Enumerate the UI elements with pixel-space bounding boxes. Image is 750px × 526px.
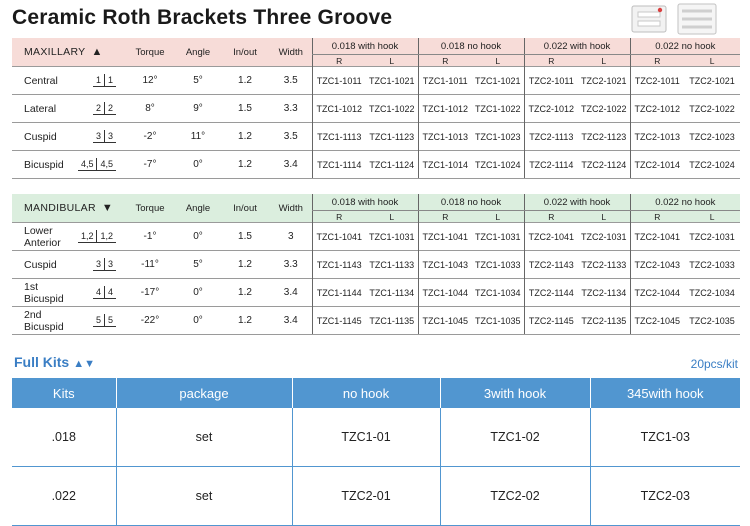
product-code: TZC1-1043 xyxy=(418,251,472,279)
tooth-name xyxy=(12,95,124,123)
product-code: TZC2-1041 xyxy=(524,223,578,251)
product-code: TZC2-1135 xyxy=(578,307,630,335)
tooth-label xyxy=(24,281,64,305)
table-row xyxy=(12,67,740,95)
hook-header: 0.018 no hook xyxy=(418,38,524,55)
kit-size: .018 xyxy=(12,408,116,467)
angle-value: 0° xyxy=(176,151,220,179)
product-code: TZC2-1031 xyxy=(684,223,740,251)
col-l: L xyxy=(578,211,630,223)
inout-value: 1.2 xyxy=(220,279,270,307)
angle-value: 0° xyxy=(176,223,220,251)
col-width: Width xyxy=(270,194,312,223)
product-code: TZC1-1031 xyxy=(366,223,418,251)
col-l: L xyxy=(578,55,630,67)
product-code: TZC1-1041 xyxy=(418,223,472,251)
product-code: TZC1-1034 xyxy=(472,279,524,307)
col-r: R xyxy=(312,55,366,67)
kit-package: set xyxy=(116,408,292,467)
product-code: TZC1-1044 xyxy=(418,279,472,307)
kit-size: .022 xyxy=(12,467,116,526)
tooth-notation xyxy=(93,74,116,87)
tooth-label xyxy=(24,309,64,333)
torque-value: -7° xyxy=(124,151,176,179)
tooth-notation xyxy=(93,286,116,299)
tooth-name xyxy=(12,251,124,279)
col-r: R xyxy=(312,211,366,223)
no-hook-header: no hook xyxy=(292,378,440,408)
product-code: TZC2-1133 xyxy=(578,251,630,279)
inout-value: 1.2 xyxy=(220,67,270,95)
col-width: Width xyxy=(270,38,312,67)
product-code: TZC2-1011 xyxy=(524,67,578,95)
mandibular-table xyxy=(12,194,740,335)
col-angle: Angle xyxy=(176,194,220,223)
product-code: TZC1-1011 xyxy=(312,67,366,95)
col-torque: Torque xyxy=(124,38,176,67)
product-code: TZC2-1143 xyxy=(524,251,578,279)
full-kits-table xyxy=(12,378,740,526)
product-code: TZC2-1031 xyxy=(578,223,630,251)
tooth-label-line1: Cuspid xyxy=(24,258,57,271)
tooth-label-line1: 1st xyxy=(24,280,39,293)
tooth-notation-left: 3 xyxy=(93,130,105,143)
product-code: TZC1-1012 xyxy=(418,95,472,123)
product-code: TZC2-1022 xyxy=(684,95,740,123)
kit-code: TZC1-01 xyxy=(292,408,440,467)
product-code: TZC1-1011 xyxy=(418,67,472,95)
page-title: Ceramic Roth Brackets Three Groove xyxy=(12,6,393,29)
product-code: TZC2-1144 xyxy=(524,279,578,307)
345with-hook-header: 345with hook xyxy=(590,378,740,408)
angle-value: 9° xyxy=(176,95,220,123)
tooth-notation-right: 4 xyxy=(105,286,116,299)
product-code: TZC1-1041 xyxy=(312,223,366,251)
torque-value: -22° xyxy=(124,307,176,335)
hook-header: 0.018 no hook xyxy=(418,194,524,211)
kit-code: TZC2-03 xyxy=(590,467,740,526)
col-r: R xyxy=(418,55,472,67)
tooth-label xyxy=(24,159,64,171)
width-value: 3.4 xyxy=(270,151,312,179)
kit-code: TZC2-02 xyxy=(440,467,590,526)
product-code: TZC1-1023 xyxy=(472,123,524,151)
product-code: TZC1-1144 xyxy=(312,279,366,307)
inout-value: 1.5 xyxy=(220,95,270,123)
tooth-notation-left: 1,2 xyxy=(78,230,98,243)
product-code: TZC2-1033 xyxy=(684,251,740,279)
product-code: TZC1-1021 xyxy=(472,67,524,95)
product-code: TZC1-1021 xyxy=(366,67,418,95)
tooth-name xyxy=(12,123,124,151)
product-code: TZC2-1021 xyxy=(578,67,630,95)
tooth-notation-right: 5 xyxy=(105,314,116,327)
torque-value: -17° xyxy=(124,279,176,307)
product-code: TZC1-1135 xyxy=(366,307,418,335)
col-r: R xyxy=(524,211,578,223)
table-row xyxy=(12,123,740,151)
product-code: TZC2-1013 xyxy=(630,123,684,151)
product-code: TZC2-1114 xyxy=(524,151,578,179)
width-value: 3.3 xyxy=(270,251,312,279)
product-code: TZC2-1124 xyxy=(578,151,630,179)
product-code: TZC1-1022 xyxy=(366,95,418,123)
tooth-label-line2: Anterior xyxy=(24,236,61,249)
tooth-label xyxy=(24,131,57,143)
bracket-illustration xyxy=(624,2,724,38)
package-header: package xyxy=(116,378,292,408)
inout-value: 1.5 xyxy=(220,223,270,251)
col-r: R xyxy=(630,211,684,223)
maxillary-table xyxy=(12,38,740,179)
col-r: R xyxy=(524,55,578,67)
tooth-name xyxy=(12,307,124,335)
mandibular-group-label: MANDIBULAR ▼ xyxy=(12,194,124,223)
product-code: TZC1-1145 xyxy=(312,307,366,335)
hook-header: 0.018 with hook xyxy=(312,38,418,55)
tooth-notation-left: 3 xyxy=(93,258,105,271)
tooth-notation xyxy=(78,158,116,171)
tooth-notation-left: 2 xyxy=(93,102,105,115)
pcs-per-kit: 20pcs/kit xyxy=(690,357,738,371)
product-code: TZC1-1114 xyxy=(312,151,366,179)
tooth-label-text: Lateral xyxy=(24,102,57,115)
angle-value: 5° xyxy=(176,251,220,279)
inout-value: 1.2 xyxy=(220,251,270,279)
tooth-name xyxy=(12,67,124,95)
product-code: TZC2-1043 xyxy=(630,251,684,279)
angle-value: 11° xyxy=(176,123,220,151)
width-value: 3.5 xyxy=(270,123,312,151)
tooth-notation xyxy=(93,130,116,143)
table-row xyxy=(12,467,740,526)
tooth-notation-right: 3 xyxy=(105,258,116,271)
table-row xyxy=(12,279,740,307)
kit-code: TZC1-02 xyxy=(440,408,590,467)
torque-value: -11° xyxy=(124,251,176,279)
tooth-notation-left: 4 xyxy=(93,286,105,299)
hook-header: 0.022 with hook xyxy=(524,38,630,55)
torque-value: -1° xyxy=(124,223,176,251)
product-code: TZC2-1023 xyxy=(684,123,740,151)
maxillary-group-label: MAXILLARY ▲ xyxy=(12,38,124,67)
col-l: L xyxy=(366,211,418,223)
3with-hook-header: 3with hook xyxy=(440,378,590,408)
angle-value: 0° xyxy=(176,279,220,307)
width-value: 3.3 xyxy=(270,95,312,123)
product-code: TZC2-1134 xyxy=(578,279,630,307)
width-value: 3.5 xyxy=(270,67,312,95)
product-code: TZC1-1014 xyxy=(418,151,472,179)
product-code: TZC2-1021 xyxy=(684,67,740,95)
tooth-notation xyxy=(93,258,116,271)
table-row xyxy=(12,307,740,335)
product-code: TZC2-1113 xyxy=(524,123,578,151)
col-l: L xyxy=(684,211,740,223)
table-row xyxy=(12,223,740,251)
product-code: TZC2-1035 xyxy=(684,307,740,335)
product-code: TZC1-1123 xyxy=(366,123,418,151)
product-code: TZC2-1012 xyxy=(524,95,578,123)
triangle-up-icon: ▲ xyxy=(91,46,103,58)
product-code: TZC2-1041 xyxy=(630,223,684,251)
tooth-notation-right: 1 xyxy=(105,74,116,87)
kit-code: TZC2-01 xyxy=(292,467,440,526)
tooth-notation-left: 1 xyxy=(93,74,105,87)
hook-header: 0.022 no hook xyxy=(630,38,740,55)
triangle-down-icon: ▼ xyxy=(101,202,114,214)
inout-value: 1.2 xyxy=(220,123,270,151)
tooth-label-line2: Bicuspid xyxy=(24,320,64,333)
product-code: TZC2-1012 xyxy=(630,95,684,123)
table-row xyxy=(12,251,740,279)
table-row xyxy=(12,408,740,467)
angle-value: 5° xyxy=(176,67,220,95)
tooth-name xyxy=(12,151,124,179)
product-code: TZC1-1134 xyxy=(366,279,418,307)
product-code: TZC2-1044 xyxy=(630,279,684,307)
product-code: TZC1-1013 xyxy=(418,123,472,151)
table-row xyxy=(12,151,740,179)
product-code: TZC1-1045 xyxy=(418,307,472,335)
col-r: R xyxy=(630,55,684,67)
product-code: TZC2-1045 xyxy=(630,307,684,335)
product-code: TZC1-1022 xyxy=(472,95,524,123)
col-inout: In/out xyxy=(220,194,270,223)
col-inout: In/out xyxy=(220,38,270,67)
col-angle: Angle xyxy=(176,38,220,67)
product-code: TZC2-1022 xyxy=(578,95,630,123)
tooth-label xyxy=(24,225,61,249)
col-torque: Torque xyxy=(124,194,176,223)
tooth-notation xyxy=(93,102,116,115)
torque-value: -2° xyxy=(124,123,176,151)
col-l: L xyxy=(472,55,524,67)
inout-value: 1.2 xyxy=(220,151,270,179)
col-l: L xyxy=(684,55,740,67)
tooth-notation-left: 5 xyxy=(93,314,105,327)
col-l: L xyxy=(472,211,524,223)
kit-code: TZC1-03 xyxy=(590,408,740,467)
product-code: TZC1-1031 xyxy=(472,223,524,251)
product-code: TZC1-1113 xyxy=(312,123,366,151)
kit-package: set xyxy=(116,467,292,526)
product-code: TZC1-1143 xyxy=(312,251,366,279)
angle-value: 0° xyxy=(176,307,220,335)
product-code: TZC2-1145 xyxy=(524,307,578,335)
tooth-label-line1: 2nd xyxy=(24,308,42,321)
hook-header: 0.022 no hook xyxy=(630,194,740,211)
product-code: TZC1-1024 xyxy=(472,151,524,179)
tooth-label-line1: Lower xyxy=(24,224,53,237)
tooth-label xyxy=(24,75,58,87)
tooth-label xyxy=(24,259,57,271)
hook-header: 0.022 with hook xyxy=(524,194,630,211)
width-value: 3 xyxy=(270,223,312,251)
tooth-notation-right: 2 xyxy=(105,102,116,115)
product-code: TZC2-1024 xyxy=(684,151,740,179)
full-kits-title: Full Kits ▲▼ xyxy=(14,354,96,370)
table-row xyxy=(12,95,740,123)
tooth-label-text: Central xyxy=(24,74,58,87)
tooth-notation xyxy=(93,314,116,327)
col-l: L xyxy=(366,55,418,67)
product-code: TZC2-1011 xyxy=(630,67,684,95)
product-code: TZC1-1035 xyxy=(472,307,524,335)
inout-value: 1.2 xyxy=(220,307,270,335)
width-value: 3.4 xyxy=(270,279,312,307)
width-value: 3.4 xyxy=(270,307,312,335)
torque-value: 12° xyxy=(124,67,176,95)
tooth-notation xyxy=(78,230,116,243)
hook-header: 0.018 with hook xyxy=(312,194,418,211)
tooth-label xyxy=(24,103,56,115)
col-r: R xyxy=(418,211,472,223)
tooth-notation-right: 1,2 xyxy=(97,230,116,243)
tooth-name xyxy=(12,223,124,251)
product-code: TZC2-1034 xyxy=(684,279,740,307)
tooth-notation-right: 3 xyxy=(105,130,116,143)
tooth-name xyxy=(12,279,124,307)
product-code: TZC1-1033 xyxy=(472,251,524,279)
torque-value: 8° xyxy=(124,95,176,123)
product-code: TZC2-1014 xyxy=(630,151,684,179)
tooth-notation-left: 4,5 xyxy=(78,158,98,171)
up-down-arrows-icon: ▲▼ xyxy=(73,358,96,370)
tooth-label-text: Bicuspid xyxy=(24,158,64,171)
product-code: TZC2-1123 xyxy=(578,123,630,151)
kits-header: Kits xyxy=(12,378,116,408)
tooth-notation-right: 4,5 xyxy=(97,158,116,171)
product-code: TZC1-1124 xyxy=(366,151,418,179)
tooth-label-line2: Bicuspid xyxy=(24,292,64,305)
product-code: TZC1-1133 xyxy=(366,251,418,279)
tooth-label-text: Cuspid xyxy=(24,130,57,143)
product-code: TZC1-1012 xyxy=(312,95,366,123)
